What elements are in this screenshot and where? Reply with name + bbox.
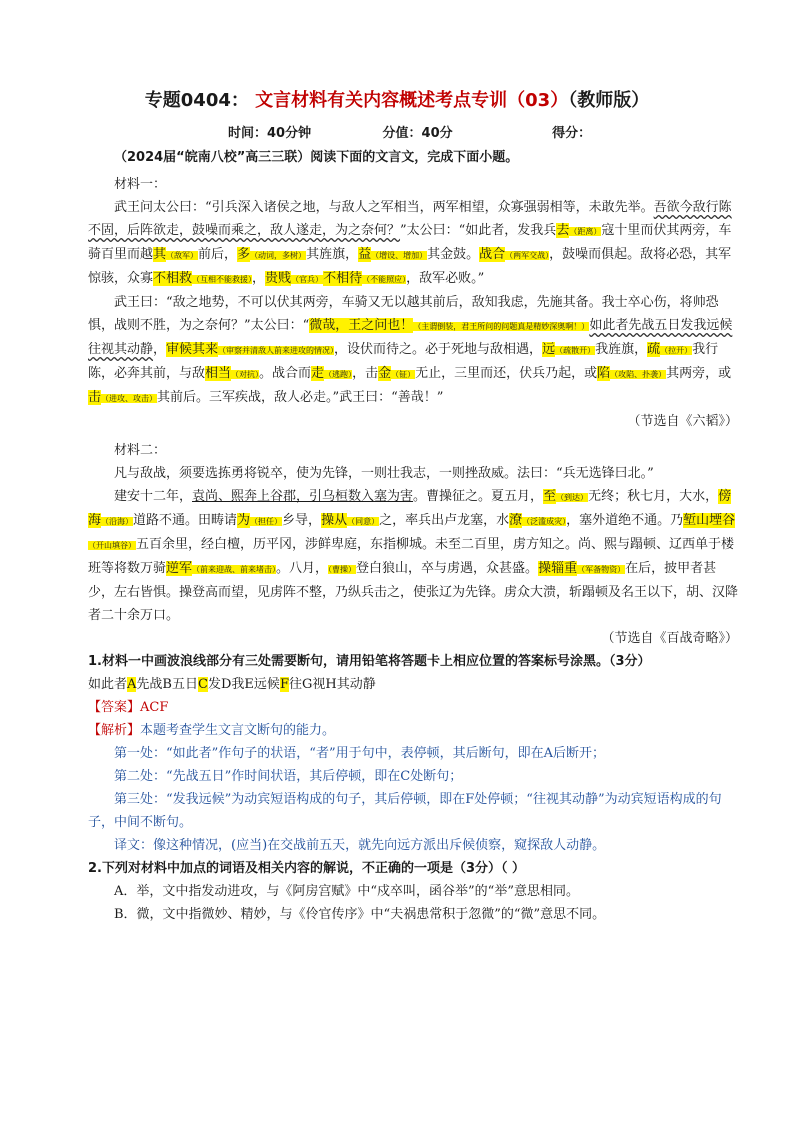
highlighted-term: 微哉，王之问也！ — [309, 318, 414, 333]
highlighted-term: 潦 — [509, 513, 523, 528]
question2-option-b: B．微，文中指微妙、精妙，与《伶官传序》中“夫祸患常积于忽微”的“微”意思不同。 — [114, 907, 606, 922]
text-segment: ，击 — [352, 366, 379, 381]
text-segment: ，敌军必败。” — [406, 271, 485, 286]
gloss-note: （互相不能救援） — [192, 275, 253, 284]
highlighted-term: 远 — [542, 342, 556, 357]
highlighted-term: 贵贱 — [265, 271, 292, 286]
text-segment: 远候 — [253, 677, 280, 692]
text-segment: 袁尚、熙奔上谷郡，引乌桓数入塞为害 — [192, 489, 414, 504]
question2-option-a: A．举，文中指发动进攻，与《阿房宫赋》中“戍卒叫，函谷举”的“举”意思相同。 — [114, 884, 579, 899]
highlighted-term: A — [127, 677, 137, 692]
wavy-underlined-text: 如此者先战五日发我远候往视其动静 — [88, 318, 733, 357]
highlighted-term: 相当 — [205, 366, 232, 381]
passage — [88, 146, 738, 926]
text-segment: 其金鼓。 — [427, 247, 480, 262]
gloss-note: （疏散开） — [555, 346, 596, 355]
highlighted-term: 至 — [543, 489, 557, 504]
gloss-note: （逃跑） — [324, 370, 353, 379]
translation-text: 译文：像这种情况，(应当)在交战前五天，就先向远方派出斥候侦察，窥探敌人动静。 — [114, 838, 606, 853]
text-segment: 其动静 — [336, 677, 376, 692]
text-segment: 无止，三里而还，伏兵乃起，或 — [415, 366, 598, 381]
analysis-point-3: 第三处：“发我远候”为动宾短语构成的句子，其后停顿，即在F处停顿；“往视其动静”为动宾短语构成的句子，中间不断句。 — [88, 792, 722, 830]
text-segment: B — [162, 677, 172, 692]
text-segment: 其两旁，或 — [666, 366, 732, 381]
highlighted-term: 不相救 — [153, 271, 193, 286]
analysis-tag: 【解析】 — [88, 723, 141, 738]
text-segment: ”太公曰：“如此者，发我兵 — [400, 223, 557, 238]
gloss-note: （同意） — [347, 517, 380, 526]
answer-tag: 【答案】 — [88, 700, 141, 715]
text-segment: 前后， — [198, 247, 238, 262]
highlighted-term: 逆军 — [166, 561, 193, 576]
gloss-note: （两军交战） — [505, 251, 550, 260]
gloss-note: （泛滥成灾） — [522, 517, 567, 526]
text-segment: 五百余里，经白檀，历平冈，涉鲜卑庭，东指柳城。未至二百里，虏方知之。尚、熙与蹋顿、辽西单于楼班等将数万骑 — [88, 537, 735, 576]
text-segment: 我旌旗， — [595, 342, 648, 357]
material1-para2 — [88, 291, 738, 410]
highlighted-term: 操辎重 — [538, 561, 578, 576]
gloss-note: （距离） — [569, 227, 602, 236]
material2-source: （节选自《百战奇略》） — [601, 631, 738, 646]
page-title — [0, 86, 794, 112]
highlighted-term: 堑山堙谷 — [683, 513, 736, 528]
gloss-note: （官兵） — [291, 275, 324, 284]
text-segment: 我 — [231, 677, 245, 692]
title-prefix: 专题0404： — [144, 90, 249, 111]
text-segment: 寇十里而伏其两旁，车骑百里而越 — [88, 223, 732, 262]
text-segment: 先战 — [136, 677, 163, 692]
analysis-point-1: 第一处：“如此者”作句子的状语，“者”用于句中，表停顿，其后断句，即在A后断开； — [114, 746, 605, 761]
highlighted-term: 傍海 — [88, 489, 732, 528]
text-segment: 其前后。三军疾战，敌人必走。”武王曰：“善哉！” — [157, 390, 444, 405]
gloss-note: （敌军） — [166, 251, 199, 260]
get-label: 得分： — [552, 126, 592, 141]
time-label: 时间：40分钟 — [228, 126, 312, 141]
text-segment: ，鼓噪而俱起。敌将必恐，其军惊骇，众寡 — [88, 247, 732, 286]
text-segment: 在后，披甲者甚少，左右皆惧。操登高而望，见虏阵不整，乃纵兵击之，使张辽为先锋。虏众大溃，斩蹋顿及名王以下，胡、汉降者二十余万口。 — [88, 561, 739, 623]
highlighted-term: 审候其来 — [166, 342, 219, 357]
text-segment: ，塞外道绝不通。乃 — [566, 513, 684, 528]
gloss-note: （主谓倒装，君王所问的问题真是精妙深奥啊！） — [413, 322, 590, 331]
gloss-note: （动词，多树） — [250, 251, 307, 260]
highlighted-term: （曹操） — [328, 565, 357, 574]
highlighted-term: 去 — [556, 223, 570, 238]
highlighted-term: 金 — [378, 366, 392, 381]
text-segment: 视 — [312, 677, 326, 692]
gloss-note: （到达） — [556, 493, 589, 502]
text-segment: D — [220, 677, 232, 692]
text-segment: ，设伏而待之。必于死地与敌相遇， — [334, 342, 543, 357]
text-segment: 五日 — [171, 677, 198, 692]
exam-meta — [228, 122, 591, 141]
text-segment: ， — [252, 271, 266, 286]
highlighted-term: F — [279, 677, 289, 692]
question1-options — [88, 673, 738, 696]
highlighted-term: 走 — [311, 366, 325, 381]
title-main: 文言材料有关内容概述考点专训（03） — [255, 90, 569, 111]
gloss-note: （拉开） — [660, 346, 693, 355]
material1-para1 — [88, 196, 738, 291]
gloss-note: （开山填谷） — [88, 541, 136, 550]
text-segment: 往 — [288, 677, 302, 692]
text-segment: 之，率兵出卢龙塞，水 — [379, 513, 510, 528]
text-segment: 道路不通。田畴请 — [133, 513, 238, 528]
highlighted-term: C — [198, 677, 208, 692]
text-segment: ， — [153, 342, 167, 357]
gloss-note: （担任） — [250, 517, 283, 526]
text-segment: 登白狼山，卒与虏遇，众甚盛。 — [356, 561, 539, 576]
highlighted-term: 益 — [358, 247, 372, 262]
material1-heading: 材料一： — [114, 177, 167, 192]
gloss-note: （前来迎战、前来堵击） — [192, 565, 277, 574]
material2-para1: 凡与敌战，须要选拣勇将锐卒，使为先锋，一则壮我志，一则挫敌威。法曰：“兵无选锋曰北。” — [114, 466, 654, 481]
text-segment: 乡导， — [282, 513, 322, 528]
material2-para2 — [88, 485, 738, 627]
text-segment: 发 — [207, 677, 221, 692]
highlighted-term: 疏 — [647, 342, 661, 357]
score-label: 分值：40分 — [382, 126, 453, 141]
material2-heading: 材料二： — [114, 443, 167, 458]
text-segment: E — [244, 677, 254, 692]
highlighted-term: 战合 — [479, 247, 506, 262]
text-segment: 其旌旗， — [306, 247, 359, 262]
gloss-note: （进攻、攻击） — [101, 394, 158, 403]
answer-value: ACF — [140, 700, 169, 715]
text-segment: 我行陈，必奔其前，与敌 — [88, 342, 719, 381]
text-segment: 如此者 — [88, 677, 128, 692]
text-segment: H — [325, 677, 337, 692]
text-segment: 。八月， — [276, 561, 329, 576]
text-segment: 建安十二年， — [114, 489, 193, 504]
analysis-point-2: 第二处：“先战五日”作时间状语，其后停顿，即在C处断句； — [114, 769, 463, 784]
intro-text: （2024届“皖南八校”高三三联）阅读下面的文言文，完成下面小题。 — [114, 150, 519, 165]
text-segment: G — [301, 677, 313, 692]
highlighted-term: 不相待 — [323, 271, 363, 286]
text-segment: 武王问太公曰：“引兵深入诸侯之地，与敌人之军相当，两军相望，众寡强弱相等，未敢先举。 — [114, 200, 654, 215]
gloss-note: （攻陷、扑袭） — [610, 370, 667, 379]
gloss-note: （沿海） — [101, 517, 134, 526]
text-segment: 。曹操征之。夏五月， — [413, 489, 544, 504]
highlighted-term: 击 — [88, 390, 102, 405]
text-segment: 武王曰：“敌之地势，不可以伏其两旁，车骑又无以越其前后，敌知我虑，先施其备。我士卒心伤，将帅恐惧，战则不胜，为之奈何？”太公曰：“ — [88, 295, 719, 333]
gloss-note: （增设、增加） — [371, 251, 428, 260]
analysis-text: 本题考查学生文言文断句的能力。 — [140, 723, 336, 738]
question2-stem: 2.下列对材料中加点的词语及相关内容的解说，不正确的一项是（3分）（ ） — [88, 861, 526, 876]
question1-stem: 1.材料一中画波浪线部分有三处需要断句，请用铅笔将答题卡上相应位置的答案标号涂黑。（3分） — [88, 654, 651, 669]
highlighted-term: 操从 — [321, 513, 348, 528]
highlighted-term: 多 — [237, 247, 251, 262]
title-suffix: （教师版） — [568, 90, 650, 111]
gloss-note: （对抗） — [231, 370, 260, 379]
text-segment: 无终；秋七月，大水， — [588, 489, 719, 504]
question1-analysis — [88, 719, 738, 742]
text-segment: 。战合而 — [259, 366, 312, 381]
gloss-note: （不能照应） — [362, 275, 407, 284]
gloss-note: （钲） — [391, 370, 416, 379]
question1-answer — [88, 696, 738, 719]
gloss-note: （审察并清敌人前来进攻的情况） — [218, 346, 335, 355]
gloss-note: （军备物资） — [577, 565, 626, 574]
highlighted-term: 其 — [153, 247, 167, 262]
material1-source: （节选自《六韬》） — [627, 414, 738, 429]
highlighted-term: 为 — [237, 513, 251, 528]
wavy-underlined-text: 吾欲今敌行陈不固，后阵欲走，鼓噪而乘之，敌人遂走，为之奈何？ — [88, 200, 732, 238]
highlighted-term: 陷 — [597, 366, 611, 381]
